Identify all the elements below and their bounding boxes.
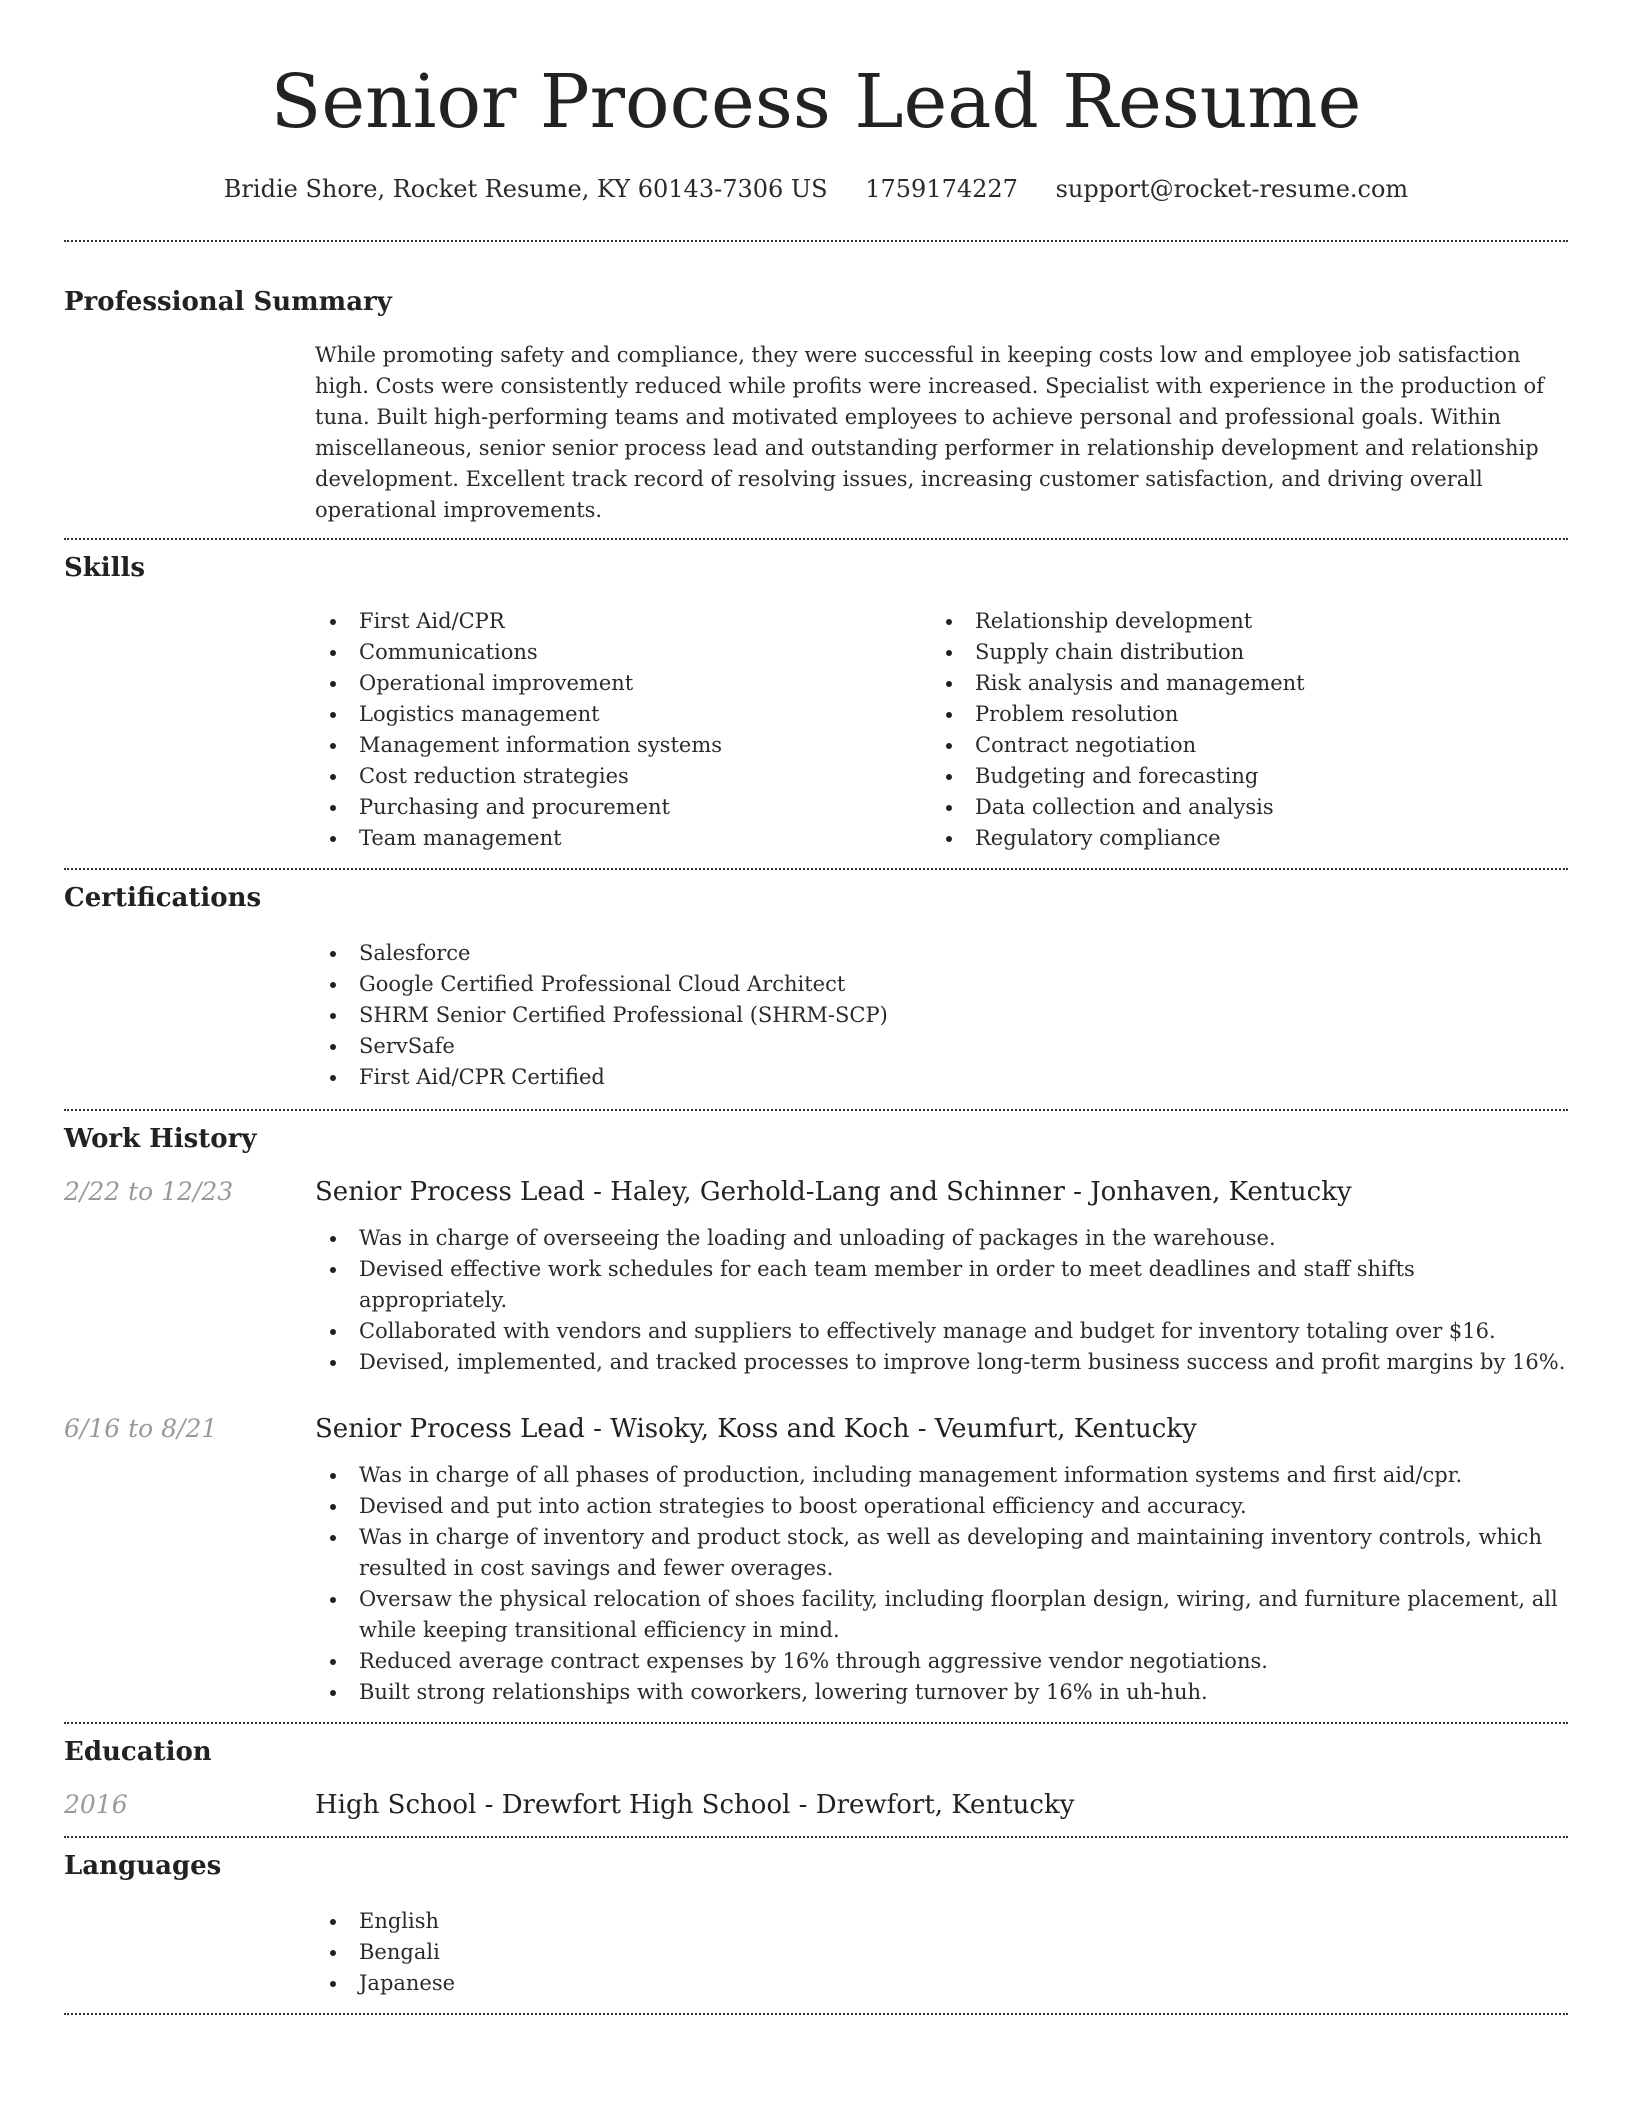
job-bullet: Was in charge of overseeing the loading and unloading of packages in the warehouse. (315, 1223, 1568, 1254)
certification-item: First Aid/CPR Certified (315, 1062, 1568, 1093)
skill-item: Relationship development (931, 606, 1547, 637)
skills-list-right (931, 606, 1547, 854)
certifications-heading: Certifications (64, 883, 262, 913)
certification-item: Google Certified Professional Cloud Architect (315, 969, 1568, 1000)
education-entry (64, 1790, 1568, 1820)
education-title: High School - Drewfort High School - Drewfort, Kentucky (315, 1790, 1075, 1820)
job-header (64, 1414, 1568, 1444)
job-bullet: Oversaw the physical relocation of shoes facility, including floorplan design, wiring, and furniture placement, all while keeping transitional efficiency in mind. (315, 1584, 1568, 1646)
skills-list-left (315, 606, 931, 854)
job-title: Senior Process Lead - Haley, Gerhold-Lang and Schinner - Jonhaven, Kentucky (315, 1177, 1352, 1207)
summary-section (64, 286, 1568, 526)
job-dates: 6/16 to 8/21 (64, 1414, 218, 1443)
job-bullet: Built strong relationships with coworkers, lowering turnover by 16% in uh-huh. (315, 1677, 1568, 1708)
summary-heading: Professional Summary (64, 287, 392, 317)
jobs-list (64, 1177, 1568, 1708)
job-entry (64, 1177, 1568, 1378)
certification-item: ServSafe (315, 1031, 1568, 1062)
job-bullet: Devised, implemented, and tracked processes to improve long-term business success and profit margins by 16%. (315, 1347, 1568, 1378)
contact-phone: 1759174227 (865, 175, 1018, 203)
divider (64, 538, 1568, 540)
language-item: Japanese (315, 1968, 1568, 1999)
skill-item: Regulatory compliance (931, 823, 1547, 854)
certifications-list (315, 938, 1568, 1093)
skill-item: Data collection and analysis (931, 792, 1547, 823)
skill-item: Logistics management (315, 699, 931, 730)
skill-item: Operational improvement (315, 668, 931, 699)
resume-page (64, 0, 1568, 2015)
divider (64, 1836, 1568, 1838)
contact-address: Bridie Shore, Rocket Resume, KY 60143-7306 US (223, 175, 828, 203)
work-section (64, 1123, 1568, 1708)
contact-email: support@rocket-resume.com (1055, 175, 1409, 203)
job-bullet: Was in charge of inventory and product stock, as well as developing and maintaining inventory controls, which resulted in cost savings and fewer overages. (315, 1522, 1568, 1584)
job-bullet: Devised effective work schedules for each team member in order to meet deadlines and staff shifts appropriately. (315, 1254, 1568, 1316)
work-heading: Work History (64, 1124, 257, 1154)
summary-text: While promoting safety and compliance, they were successful in keeping costs low and employee job satisfaction high. Costs were consistently reduced while profits were increased. Specialist with experience in the production of tuna. Built high-performing teams and motivated employees to achieve personal and professional goals. Within miscellaneous, senior senior process lead and outstanding performer in relationship development and relationship development. Excellent track record of resolving issues, increasing customer satisfaction, and driving overall operational improvements. (315, 343, 1544, 522)
languages-section (64, 1850, 1568, 1999)
skill-item: Supply chain distribution (931, 637, 1547, 668)
language-item: English (315, 1906, 1568, 1937)
skill-item: Team management (315, 823, 931, 854)
divider (64, 1109, 1568, 1111)
certifications-section (64, 882, 1568, 1093)
skill-item: Budgeting and forecasting (931, 761, 1547, 792)
job-dates: 2/22 to 12/23 (64, 1177, 234, 1206)
language-item: Bengali (315, 1937, 1568, 1968)
job-bullets (315, 1223, 1568, 1378)
certification-item: Salesforce (315, 938, 1568, 969)
skill-item: Risk analysis and management (931, 668, 1547, 699)
skill-item: Management information systems (315, 730, 931, 761)
skills-heading: Skills (64, 553, 146, 583)
contact-line (64, 174, 1568, 204)
job-bullet: Devised and put into action strategies to boost operational efficiency and accuracy. (315, 1491, 1568, 1522)
skill-item: First Aid/CPR (315, 606, 931, 637)
certification-item: SHRM Senior Certified Professional (SHRM-SCP) (315, 1000, 1568, 1031)
skill-item: Contract negotiation (931, 730, 1547, 761)
languages-list (315, 1906, 1568, 1999)
job-bullets (315, 1460, 1568, 1708)
skill-item: Problem resolution (931, 699, 1547, 730)
skills-columns (315, 606, 1568, 854)
languages-heading: Languages (64, 1851, 222, 1881)
job-bullet: Was in charge of all phases of production, including management information systems and first aid/cpr. (315, 1460, 1568, 1491)
education-section (64, 1736, 1568, 1820)
job-bullet: Collaborated with vendors and suppliers to effectively manage and budget for inventory totaling over $16. (315, 1316, 1568, 1347)
education-heading: Education (64, 1737, 212, 1767)
divider (64, 1722, 1568, 1724)
skill-item: Purchasing and procurement (315, 792, 931, 823)
divider (64, 2013, 1568, 2015)
skill-item: Communications (315, 637, 931, 668)
divider (64, 868, 1568, 870)
skill-item: Cost reduction strategies (315, 761, 931, 792)
job-title: Senior Process Lead - Wisoky, Koss and Koch - Veumfurt, Kentucky (315, 1414, 1197, 1444)
skills-section (64, 552, 1568, 854)
job-header (64, 1177, 1568, 1207)
education-year: 2016 (64, 1790, 128, 1819)
divider (64, 240, 1568, 242)
resume-title: Senior Process Lead Resume (270, 59, 1362, 145)
job-bullet: Reduced average contract expenses by 16% through aggressive vendor negotiations. (315, 1646, 1568, 1677)
job-entry (64, 1414, 1568, 1708)
